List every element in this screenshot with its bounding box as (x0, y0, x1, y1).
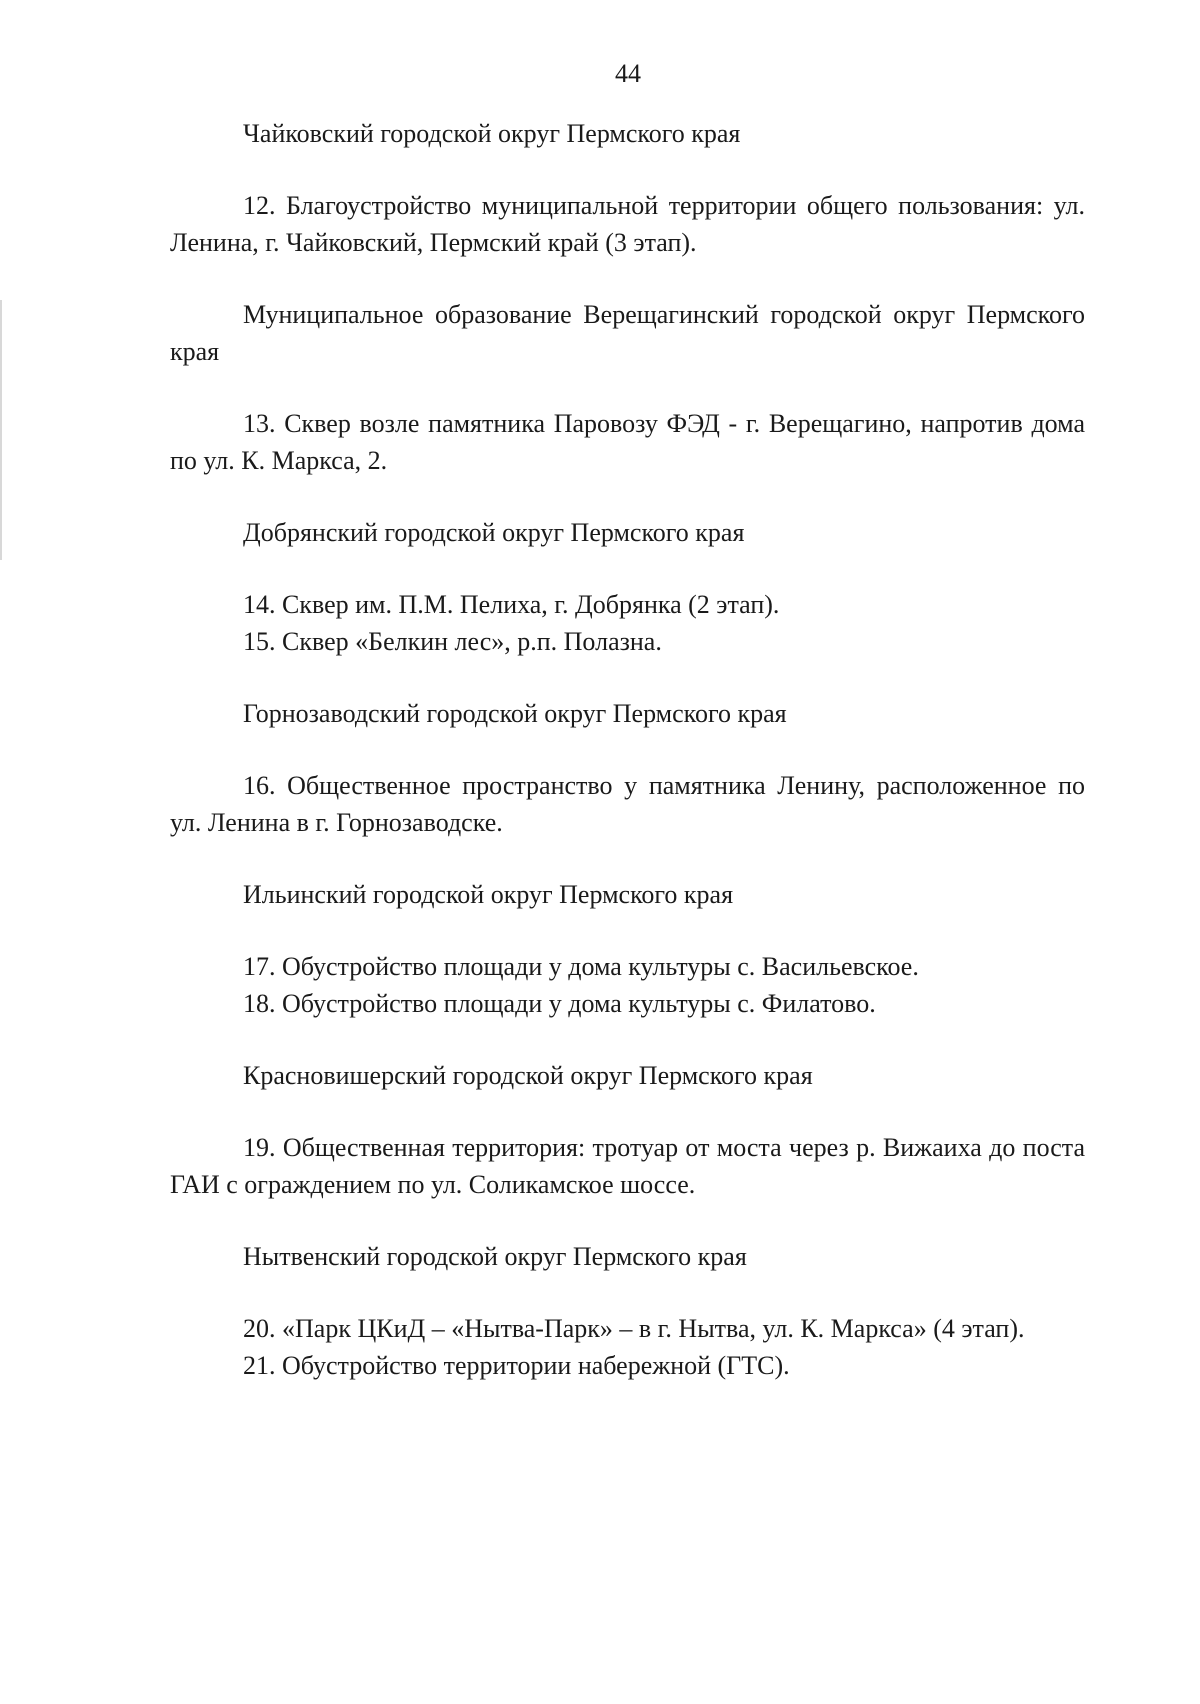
list-item-12: 12. Благоустройство муниципальной территории общего пользования: ул. Ленина, г. Чайковский, Пермский край (3 этап). (170, 191, 1085, 257)
section-heading-vereshchagino: Муниципальное образование Верещагинский городской округ Пермского края (170, 300, 1085, 366)
section-heading-chaykovsky: Чайковский городской округ Пермского края (243, 119, 741, 148)
list-item-13: 13. Сквер возле памятника Паровозу ФЭД - г. Верещагино, напротив дома по ул. К. Маркса, 2. (170, 409, 1085, 475)
list-item-16: 16. Общественное пространство у памятника Ленину, расположенное по ул. Ленина в г. Горнозаводске. (170, 771, 1085, 837)
page-number: 44 (615, 59, 641, 88)
list-item-20: 20. «Парк ЦКиД – «Нытва-Парк» – в г. Нытва, ул. К. Маркса» (4 этап). (243, 1314, 1025, 1343)
list-item-19: 19. Общественная территория: тротуар от моста через р. Вижаиха до поста ГАИ с ограждением по ул. Соликамское шоссе. (170, 1133, 1085, 1199)
list-item-15: 15. Сквер «Белкин лес», р.п. Полазна. (243, 627, 662, 656)
list-item-21: 21. Обустройство территории набережной (ГТС). (243, 1351, 790, 1380)
list-item-18: 18. Обустройство площади у дома культуры с. Филатово. (243, 989, 876, 1018)
section-heading-nytva: Нытвенский городской округ Пермского края (243, 1242, 747, 1271)
section-heading-gornozavodsk: Горнозаводский городской округ Пермского края (243, 699, 787, 728)
list-item-14: 14. Сквер им. П.М. Пелиха, г. Добрянка (2 этап). (243, 590, 780, 619)
section-heading-ilyinsky: Ильинский городской округ Пермского края (243, 880, 734, 909)
document-body (170, 115, 1085, 1384)
section-heading-krasnovishersk: Красновишерский городской округ Пермского края (243, 1061, 813, 1090)
scan-edge-mark (0, 300, 2, 560)
section-heading-dobryanka: Добрянский городской округ Пермского края (243, 518, 745, 547)
list-item-17: 17. Обустройство площади у дома культуры с. Васильевское. (243, 952, 919, 981)
